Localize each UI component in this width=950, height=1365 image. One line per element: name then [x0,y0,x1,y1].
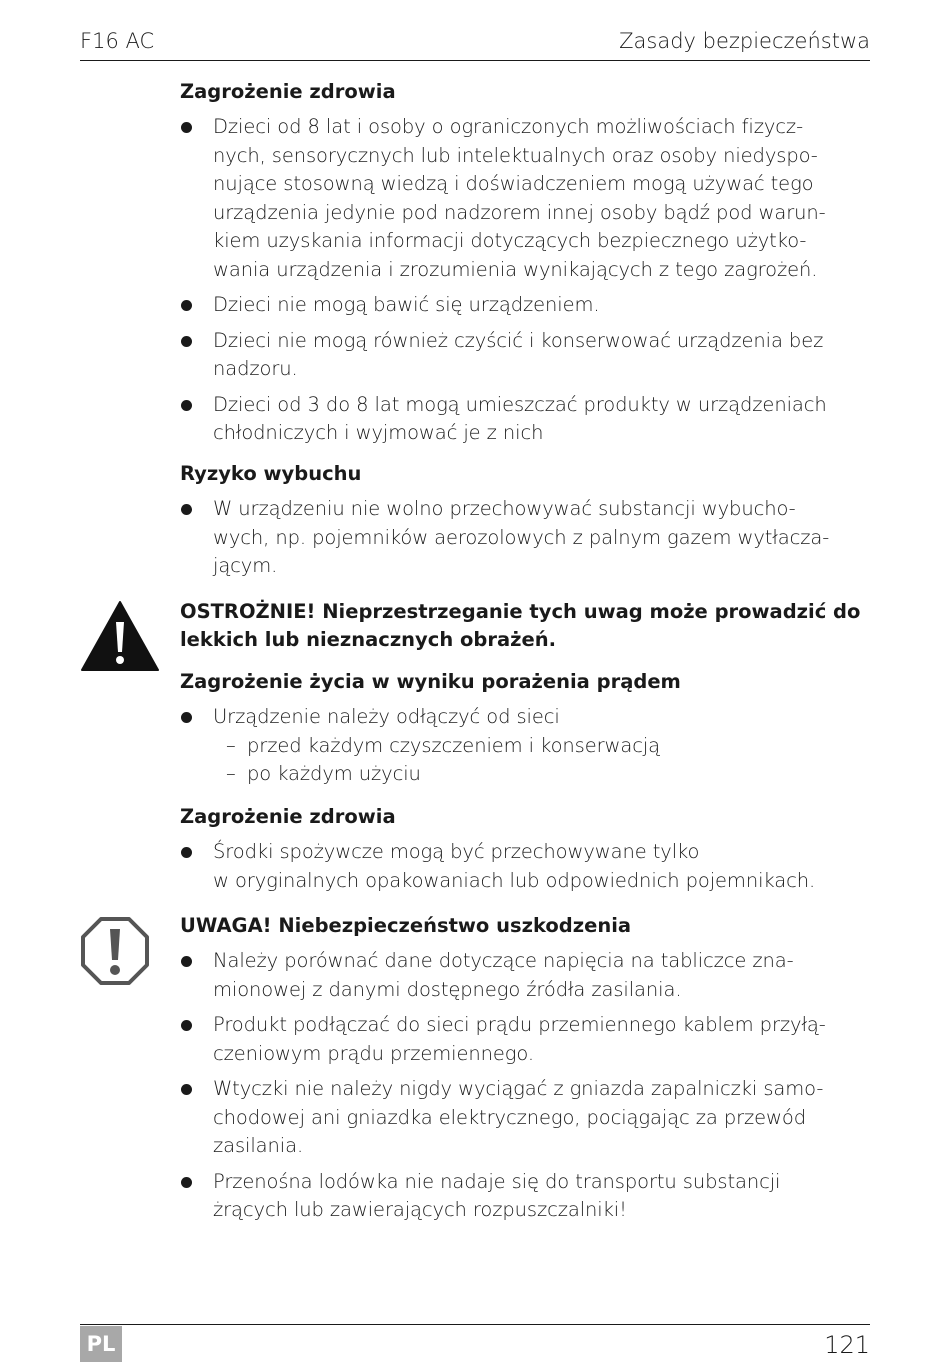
list-item [180,1168,872,1225]
section-title: UWAGA! Niebezpieczeństwo uszkodzenia [180,914,632,937]
section-health-hazard-2 [180,803,872,895]
bullet-list [180,495,872,581]
text-line: wych, np. pojemników aerozolowych z palnym gazem wytłacza- [213,525,830,549]
model-name: F16 AC [80,29,155,53]
text-line: mionowej z danymi dostępnego źródła zasilania. [213,977,682,1001]
text-line: Produkt podłączać do sieci prądu przemiennego kablem przyłą- [213,1013,826,1036]
text-line: Należy porównać dane dotyczące napięcia na tabliczce zna- [213,949,794,972]
text-line: nadzoru. [213,357,298,380]
page-number: 121 [824,1331,870,1359]
text-line: Środki spożywcze mogą być przechowywane tylko [213,840,700,863]
caution-notice [180,598,872,654]
footer-divider [80,1324,870,1325]
list-item [180,327,872,384]
text-line: żrących lub zawierających rozpuszczalniki! [213,1198,627,1221]
text-line: Dzieci nie mogą również czyścić i konserwować urządzenia bez [213,328,824,352]
text-line: czeniowym prądu przemiennego. [213,1041,534,1065]
text-line: zasilania. [213,1134,304,1157]
list-item [180,495,872,581]
section-title: Zagrożenie zdrowia [180,805,396,828]
bullet-list [180,703,872,789]
list-item [180,113,872,284]
text-line: Dzieci nie mogą bawić się urządzeniem. [213,293,600,316]
text-line: urządzenia jedynie pod nadzorem innej osoby bądź pod warun- [213,200,826,224]
section-title: Zagrożenie życia w wyniku porażenia prądem [180,670,681,693]
section-title: Ryzyko wybuchu [180,462,362,485]
text-line: nych, sensorycznych lub intelektualnych oraz osoby niedyspo- [213,143,818,167]
caution-line: OSTROŻNIE! Nieprzestrzeganie tych uwag może prowadzić do [180,600,861,623]
section-title: Zagrożenie zdrowia [180,80,396,103]
text-line: jącym. [213,554,278,577]
page-header [80,28,870,61]
list-item [180,1075,872,1161]
bullet-list [180,838,872,895]
text-line: W urządzeniu nie wolno przechowywać substancji wybucho- [213,497,796,520]
text-line: wania urządzenia i zrozumienia wynikających z tego zagrożeń. [213,257,818,281]
bullet-list [180,947,872,1225]
sub-item: – przed każdym czyszczeniem i konserwacją [213,732,872,761]
text-line: w oryginalnych opakowaniach lub odpowiednich pojemnikach. [213,868,816,892]
section-explosion-risk [180,460,872,581]
list-item [180,291,872,320]
text-line: kiem uzyskania informacji dotyczących bezpiecznego użytko- [213,229,807,252]
bullet-list [180,113,872,448]
text-line: Dzieci od 8 lat i osoby o ograniczonych możliwościach fizycz- [213,115,804,138]
octagon-exclamation-icon [80,916,150,986]
text-line: chodowej ani gniazdka elektrycznego, pociągając za przewód [213,1105,806,1129]
list-item [180,703,872,789]
text-line: nujące stosowną wiedzą i doświadczeniem mogą używać tego [213,172,814,195]
warning-triangle-icon [80,600,160,672]
list-item [180,838,872,895]
section-health-hazard [180,78,872,448]
text-line: Wtyczki nie należy nigdy wyciągać z gniazda zapalniczki samo- [213,1077,824,1100]
list-item [180,391,872,448]
sub-list [213,732,872,789]
damage-notice [180,912,872,1225]
section-electric-shock [180,668,872,789]
sub-item: – po każdym użyciu [213,760,872,789]
text-line: Dzieci od 3 do 8 lat mogą umieszczać produkty w urządzeniach [213,392,827,416]
text-line: Urządzenie należy odłączyć od sieci [213,705,560,728]
list-item [180,1011,872,1068]
chapter-title: Zasady bezpieczeństwa [619,29,870,53]
language-badge: PL [80,1326,122,1362]
text-line: Przenośna lodówka nie nadaje się do transportu substancji [213,1169,781,1193]
text-line: chłodniczych i wyjmować je z nich [213,421,544,444]
list-item [180,947,872,1004]
caution-line: lekkich lub nieznacznych obrażeń. [180,628,556,651]
